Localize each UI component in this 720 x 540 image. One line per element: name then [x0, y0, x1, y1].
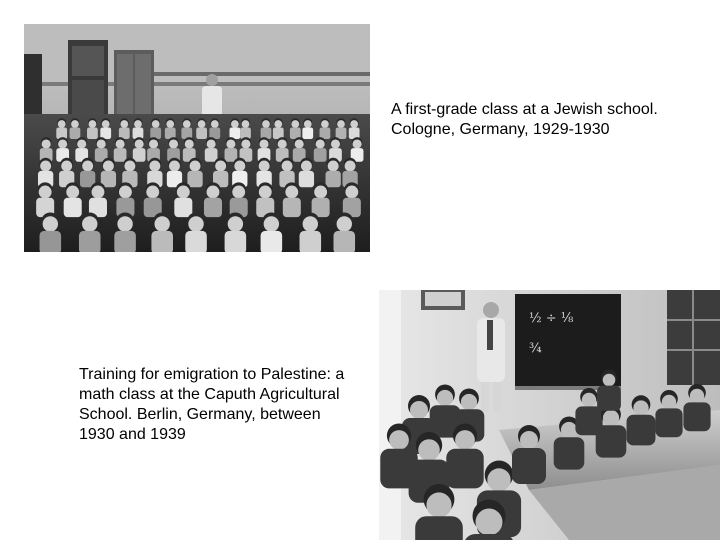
classroom-photo-caputh [379, 290, 720, 540]
child-figure [167, 158, 182, 187]
child-figure [351, 137, 364, 162]
chalkboard-line-1: ½ ÷ ⅛ [529, 311, 574, 326]
child-figure [293, 137, 306, 162]
child-figure [204, 182, 222, 217]
child-figure [300, 212, 322, 252]
child-figure [314, 137, 327, 162]
child-figure [70, 118, 81, 139]
child-figure [165, 118, 176, 139]
child-figure [151, 212, 173, 252]
child-figure [79, 212, 101, 252]
child-figure [283, 182, 301, 217]
child-figure [261, 212, 283, 252]
child-figure [119, 118, 130, 139]
child-figure [144, 182, 162, 217]
child-figure [36, 182, 54, 217]
child-figure [133, 137, 146, 162]
child-figure [181, 118, 192, 139]
child-figure [196, 118, 207, 139]
child-figure [320, 118, 331, 139]
child-figure [187, 158, 202, 187]
child-figure [290, 118, 301, 139]
child-figure [205, 137, 218, 162]
child-figure [150, 118, 161, 139]
child-figure [209, 118, 220, 139]
child-figure [229, 118, 240, 139]
child-figure [333, 212, 355, 252]
child-figure [343, 182, 361, 217]
child-figure [80, 158, 95, 187]
caption-caputh: Training for emigration to Palestine: a math class at the Caputh Agricultural School. Berlin, Germany, between 1930 and 1939 [79, 366, 345, 443]
child-figure [174, 182, 192, 217]
child-figure [87, 118, 98, 139]
child-figure [256, 182, 274, 217]
child-figure [101, 158, 116, 187]
child-figure [349, 118, 360, 139]
child-figure [95, 137, 108, 162]
child-figure [230, 182, 248, 217]
child-figure [299, 158, 314, 187]
child-figure [56, 118, 67, 139]
child-figure [100, 118, 111, 139]
caption-cologne: A first-grade class at a Jewish school. Cologne, Germany, 1929-1930 [391, 101, 658, 138]
child-figure [240, 118, 251, 139]
child-figure [64, 182, 82, 217]
child-figure [40, 212, 62, 252]
child-figure [116, 182, 134, 217]
child-figure [225, 212, 247, 252]
child-figure [185, 212, 207, 252]
classroom-photo-cologne [24, 24, 370, 252]
child-figure [261, 118, 272, 139]
child-figure [329, 137, 342, 162]
child-figure [302, 118, 313, 139]
child-figure [312, 182, 330, 217]
child-figure [89, 182, 107, 217]
child-figure [114, 212, 136, 252]
chalkboard-line-2: ¾ [529, 341, 542, 356]
child-figure [273, 118, 284, 139]
child-figure [336, 118, 347, 139]
child-figure [114, 137, 127, 162]
child-figure [326, 158, 341, 187]
child-figure [133, 118, 144, 139]
child-figure [225, 137, 238, 162]
